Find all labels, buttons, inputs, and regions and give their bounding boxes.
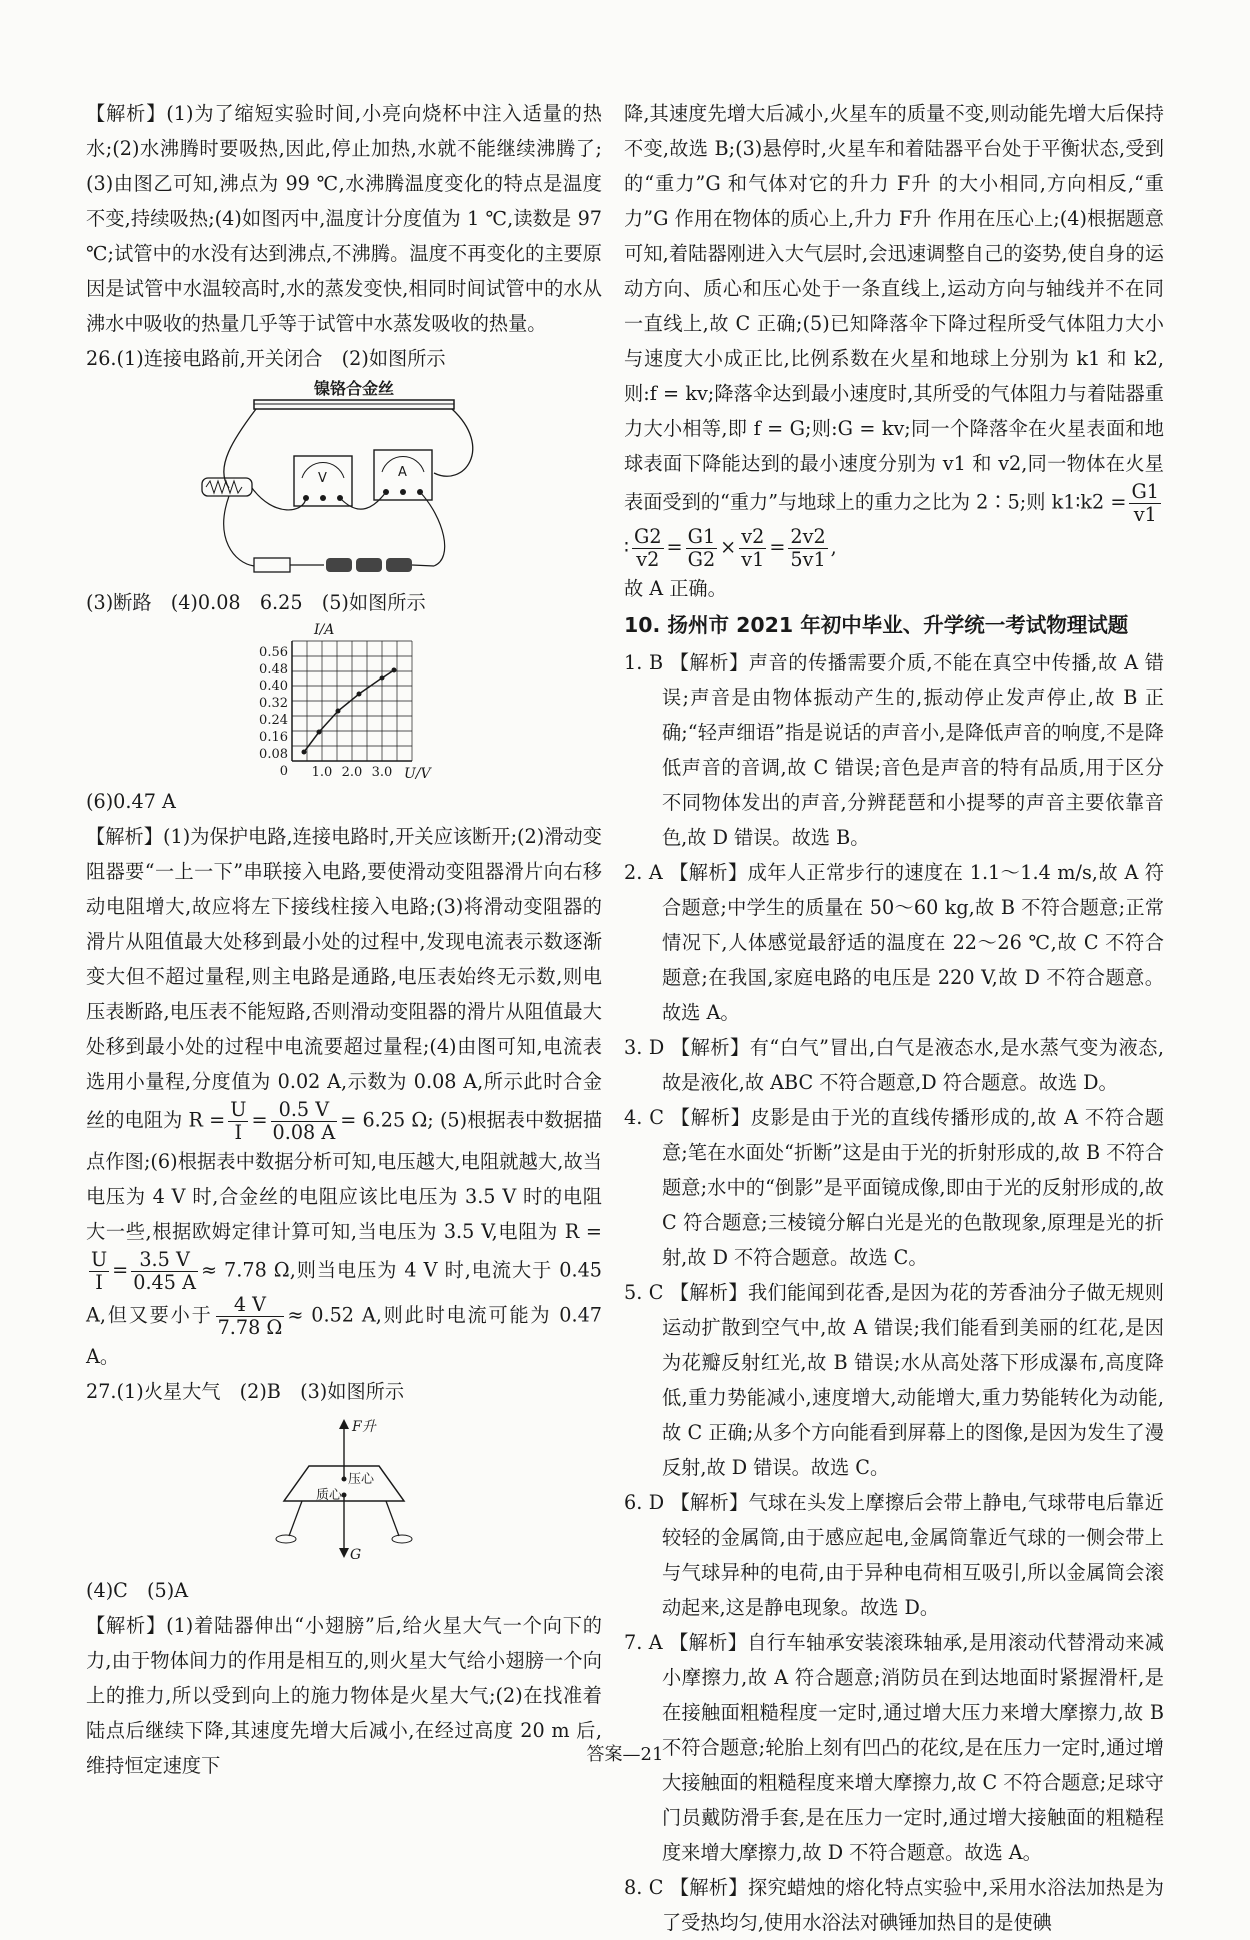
- analysis-25: 【解析】(1)为了缩短实验时间,小亮向烧杯中注入适量的热水;(2)水沸腾时要吸热,因此,停止加热,水就不能继续沸腾了;(3)由图乙可知,沸点为 99 ℃,水沸腾温度变化的特点是温度不变,持续吸热;(4)如图丙中,温度计分度值为 1 ℃,读数是 97 ℃;试管中的水没有达到沸点,不沸腾。温度不再变化的主要原因是试管中水温较高时,水的蒸发变快,相同时间试管中的水从沸水中吸收的热量几乎等于试管中水蒸发吸收的热量。: [86, 102, 602, 335]
- x-tick-label: 2.0: [341, 765, 363, 780]
- pressure-center-label: 压心: [348, 1472, 375, 1487]
- iu-graph: [244, 622, 444, 782]
- y-tick-label: 0.32: [259, 696, 288, 711]
- voltmeter-label: V: [318, 471, 327, 486]
- graph-ylabel: I/A: [314, 622, 335, 638]
- lander-force-diagram: [244, 1411, 444, 1571]
- y-tick-label: 0.48: [259, 662, 288, 677]
- list-item: 7. A 【解析】自行车轴承安装滚珠轴承,是用滚动代替滑动来减小摩擦力,故 A 符合题意;消防员在到达地面时紧握滑杆,是在接触面粗糙程度一定时,通过增大压力来增大摩擦力,故 B 不符合题意;轮胎上刻有凹凸的花纹,是在压力一定时,通过增大接触面的粗糙程度来增大摩擦力,故 C 不符合题意;足球守门员戴防滑手套,是在压力一定时,通过增大接触面的粗糙程度来增大摩擦力,故 D 不符合题意。故选 A。: [624, 1631, 1164, 1864]
- gravity-label: G: [350, 1547, 362, 1563]
- analysis-27: 【解析】(1)着陆器伸出“小翅膀”后,给火星大气一个向下的力,由于物体间力的作用是相互的,则火星大气给小翅膀一个向上的推力,所以受到向上的施力物体是火星大气;(2)在找准着陆点后继续下降,其速度先增大后减小,在经过高度 20 m 后,维持恒定速度下: [86, 1614, 602, 1777]
- list-item: 8. C 【解析】探究蜡烛的熔化特点实验中,采用水浴法加热是为了受热均匀,使用水浴法对碘锤加热目的是使碘: [624, 1876, 1164, 1934]
- right-column: [624, 96, 1164, 1940]
- analysis-26: 【解析】(1)为保护电路,连接电路时,开关应该断开;(2)滑动变阻器要“一上一下”串联接入电路,要使滑动变阻器滑片向右移动电阻增大,故应将左下接线柱接入电路;(3)将滑动变阻器的滑片从阻值最大处移到最小处的过程中,发现电流表示数逐渐变大但不超过量程,则主电路是通路,电压表始终无示数,则电压表断路,电压表不能短路,否则滑动变阻器的滑片从阻值最大处移到最小处的过程中电流要超过量程;(4)由图可知,电流表选用小量程,分度值为 0.02 A,示数为 0.08 A,所示此时合金丝的电阻为 R = $\frac{U}{I}$ = $\frac{0.5 V}{0.08 A}$ = 6.25 Ω; (5)根据表中数据描点作图;(6)根据表中数据分析可知,电压越大,电阻就越大,故当电压为 4 V 时,合金丝的电阻应该比电压为 3.5 V 时的电阻大一些,根据欧姆定律计算可知,当电压为 3.5 V,电阻为 R = $\frac{U}{I}$ = $\frac{3.5 V}{0.45 A}$ ≈ 7.78 Ω,则当电压为 4 V 时,电流大于 0.45 A,但又要小于 $\frac{4 V}{7.78 \Omega}$ ≈ 0.52 A,则此时电流可能为 0.47 A。: [86, 825, 603, 1368]
- circuit-diagram: [194, 378, 494, 583]
- answer-26-b: (3)断路 (4)0.08 6.25 (5)如图所示: [86, 591, 426, 614]
- list-item: 3. D 【解析】有“白气”冒出,白气是液态水,是水蒸气变为液态,故是液化,故 ABC 不符合题意,D 符合题意。故选 D。: [624, 1036, 1164, 1094]
- lift-force-label: F升: [352, 1419, 376, 1435]
- list-item: 1. B 【解析】声音的传播需要介质,不能在真空中传播,故 A 错误;声音是由物体振动产生的,振动停止发声停止,故 B 正确;“轻声细语”指是说话的声音小,是降低声音的响度,不是降低声音的音调,故 C 错误;音色是声音的特有品质,用于区分不同物体发出的声音,分辨琵琶和小提琴的声音主要依靠音色,故 D 错误。故选 B。: [624, 651, 1164, 849]
- answer-27-b: (4)C (5)A: [86, 1579, 189, 1602]
- answer-26: 26.(1)连接电路前,开关闭合 (2)如图所示: [86, 347, 446, 370]
- page-number: 答案—21: [586, 1744, 664, 1765]
- y-tick-label: 0.40: [259, 679, 288, 694]
- list-item: 4. C 【解析】皮影是由于光的直线传播形成的,故 A 不符合题意;笔在水面处“折断”这是由于光的折射形成的,故 B 不符合题意;水中的“倒影”是平面镜成像,即由于光的反射形成的,故 C 符合题意;三棱镜分解白光是光的色散现象,原理是光的折射,故 D 不符合题意。故选 C。: [624, 1106, 1164, 1269]
- list-item: 2. A 【解析】成年人正常步行的速度在 1.1～1.4 m/s,故 A 符合题意;中学生的质量在 50～60 kg,故 B 不符合题意;正常情况下,人体感觉最舒适的温度在 22～26 ℃,故 C 不符合题意;在我国,家庭电路的电压是 220 V,故 D 不符合题意。故选 A。: [624, 861, 1164, 1024]
- answer-27: 27.(1)火星大气 (2)B (3)如图所示: [86, 1380, 405, 1403]
- y-tick-label: 0.56: [259, 645, 288, 660]
- y-tick-label: 0.16: [259, 730, 288, 745]
- graph-xlabel: U/V: [404, 766, 431, 782]
- list-item: 6. D 【解析】气球在头发上摩擦后会带上静电,气球带电后靠近较轻的金属筒,由于感应起电,金属筒靠近气球的一侧会带上与气球异种的电荷,由于异种电荷相互吸引,所以金属筒会滚动起来,这是静电现象。故选 D。: [624, 1491, 1164, 1619]
- analysis-27-cont: 降,其速度先增大后减小,火星车的质量不变,则动能先增大后保持不变,故选 B;(3)悬停时,火星车和着陆器平台处于平衡状态,受到的“重力”G 和气体对它的升力 F升 的大小相同,方向相反,“重力”G 作用在物体的质心上,升力 F升 作用在压心上;(4)根据题意可知,着陆器刚进入大气层时,会迅速调整自己的姿势,使自身的运动方向、质心和压心处于一条直线上,运动方向与轴线并不在同一直线上,故 C 正确;(5)已知降落伞下降过程所受气体阻力大小与速度大小成正比,比例系数在火星和地球上分别为 k1 和 k2,则:f = kv;降落伞达到最小速度时,其所受的气体阻力与着陆器重力大小相等,即 f = G;则:G = kv;同一个降落伞在火星表面和地球表面下降能达到的最小速度分别为 v1 和 v2,同一物体在火星表面受到的“重力”与地球上的重力之比为 2∶5;则 k1∶k2 = $\frac{G1}{v1}$ ∶ $\frac{G2}{v2}$ = $\frac{G1}{G2}$ × $\frac{v2}{v1}$ = $\frac{2v2}{5v1}$ ,: [624, 102, 1164, 571]
- y-tick-label: 0: [279, 764, 288, 779]
- nichrome-label: 镍铬合金丝: [314, 379, 395, 398]
- ammeter-label: A: [398, 465, 407, 480]
- left-column: [86, 96, 602, 1783]
- y-tick-label: 0.24: [259, 713, 288, 728]
- y-tick-label: 0.08: [259, 747, 288, 762]
- answer-26-c: (6)0.47 A: [86, 790, 176, 813]
- x-tick-label: 3.0: [371, 765, 393, 780]
- conclusion-27: 故 A 正确。: [624, 577, 727, 600]
- x-tick-label: 1.0: [311, 765, 333, 780]
- mass-center-label: 质心: [315, 1488, 342, 1503]
- section-title: 10. 扬州市 2021 年初中毕业、升学统一考试物理试题: [624, 613, 1129, 637]
- list-item: 5. C 【解析】我们能闻到花香,是因为花的芳香油分子做无规则运动扩散到空气中,故 A 错误;我们能看到美丽的红花,是因为花瓣反射红光,故 B 错误;水从高处落下形成瀑布,高度降低,重力势能减小,速度增大,动能增大,重力势能转化为动能,故 C 正确;从多个方向能看到屏幕上的图像,是因为发生了漫反射,故 D 错误。故选 C。: [624, 1281, 1164, 1479]
